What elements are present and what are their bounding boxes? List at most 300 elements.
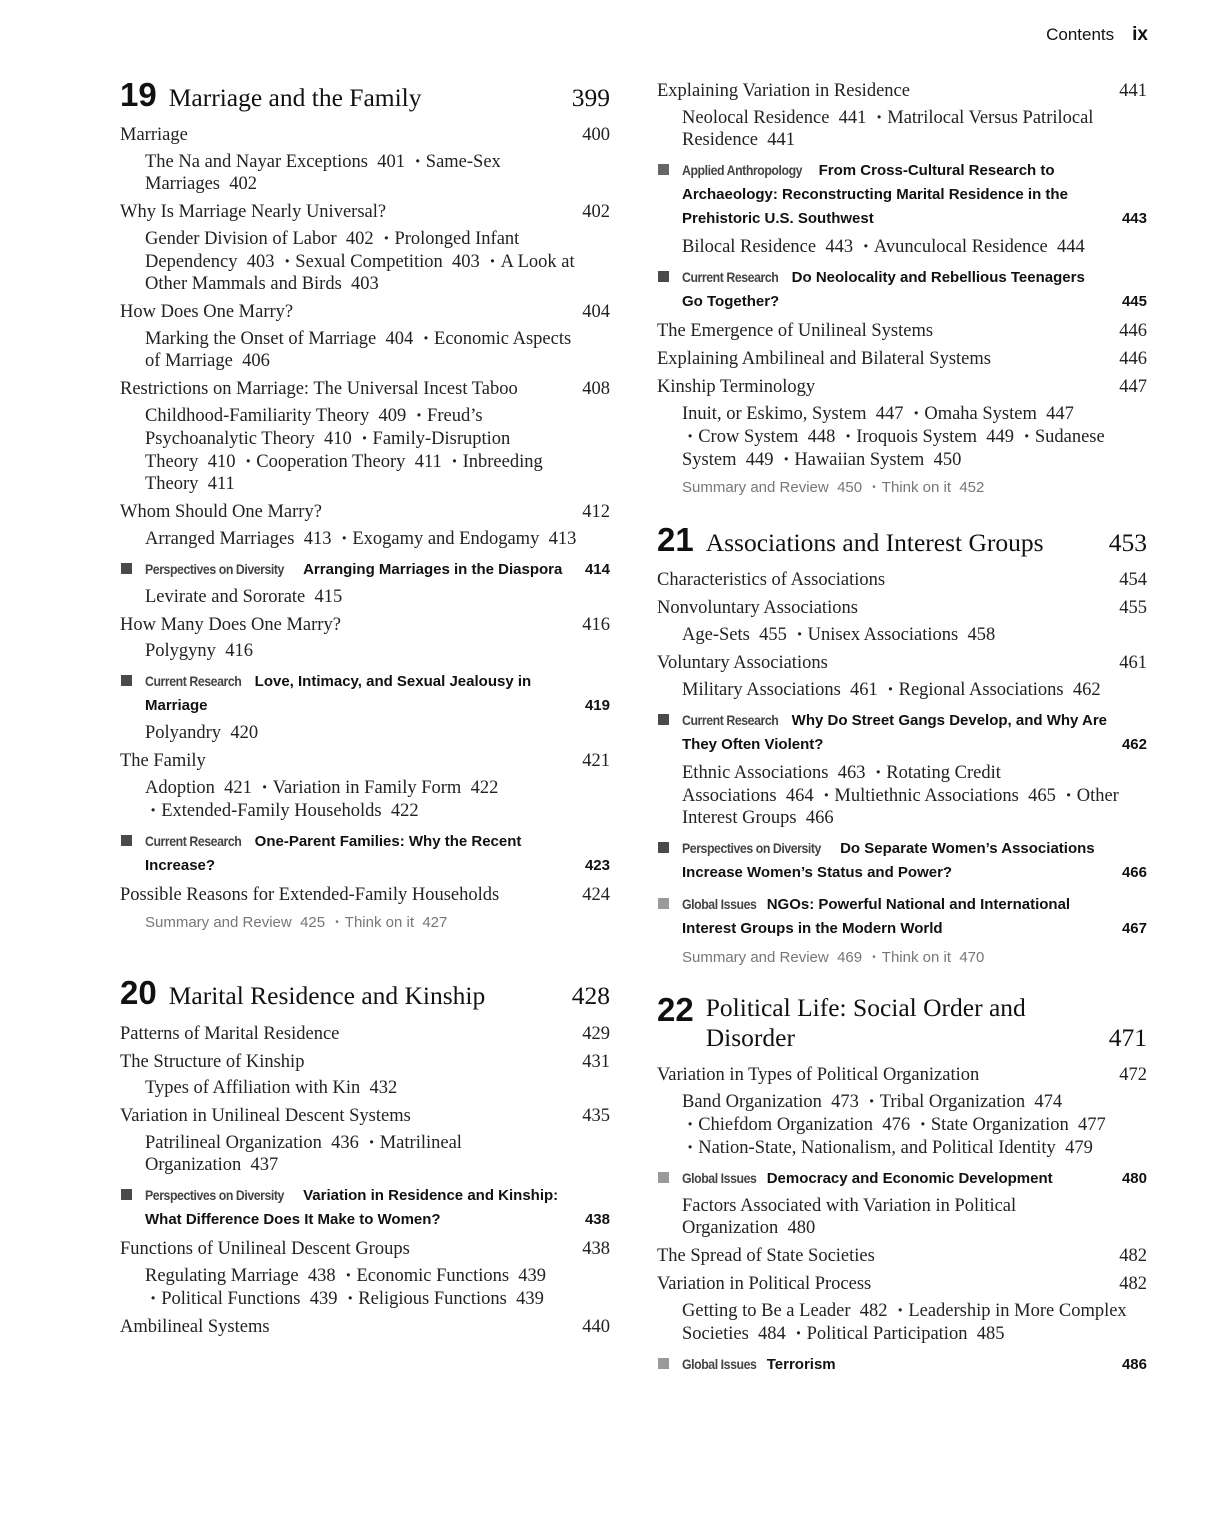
square-bullet-icon [658,1358,669,1369]
subentry-title[interactable]: Sexual Competition [295,252,443,273]
feature-page: 414 [584,561,610,579]
subentry-page: 439 [518,1265,547,1286]
entry-page: 429 [582,1023,610,1044]
bullet-separator: • [863,239,868,253]
toc-subentries [657,623,1127,646]
subentry-title[interactable]: Getting to Be a Leader [682,1300,851,1321]
feature-page: 462 [1121,736,1147,754]
toc-subentries [120,1264,590,1310]
subentry-page: 455 [759,625,787,646]
chapter-heading[interactable] [120,78,610,112]
toc-subentries [657,678,1127,701]
running-head [1046,24,1148,46]
chapter-items [120,124,610,934]
subentry-title[interactable]: Factors Associated with Variation in Political Organization [682,1195,1017,1238]
square-bullet-icon [658,714,669,725]
subentry-page: 482 [859,1300,888,1321]
feature-text [145,829,570,878]
toc-subentries [657,106,1127,151]
subentry-page: 410 [323,429,352,450]
subentry-title[interactable]: Matrilineal Organization [145,1132,462,1175]
bullet-separator: • [877,110,882,124]
square-bullet-icon [658,1172,669,1183]
entry-title: The Family [120,751,206,772]
feature-box-entry[interactable] [120,1183,610,1232]
entry-title: Variation in Unilineal Descent Systems [120,1105,411,1126]
entry-page: 402 [582,202,610,223]
toc-entry[interactable] [120,201,610,223]
feature-page: 480 [1121,1169,1147,1187]
entry-page: 424 [582,885,610,906]
feature-page: 486 [1121,1355,1147,1373]
feature-box-entry[interactable] [657,836,1147,885]
toc-subentries [120,227,590,295]
feature-page: 467 [1121,920,1147,938]
entry-page: 482 [1119,1245,1147,1266]
feature-label: Current Research [145,833,242,850]
subentry-title[interactable]: Avunculocal Residence [873,237,1048,257]
chapter-items [657,80,1147,499]
subentry-title[interactable]: Military Associations [682,680,841,701]
feature-title: Democracy and Economic Development [766,1169,1053,1187]
toc-entry[interactable] [657,1064,1147,1086]
subentry-page: 485 [976,1323,1005,1344]
toc-subentries [657,402,1127,471]
toc-entry[interactable] [120,378,610,400]
subentry-page: 413 [303,529,332,550]
toc-subentries [120,150,590,195]
feature-label: Current Research [682,269,779,285]
subentry-title[interactable]: Multiethnic Associations [834,786,1019,807]
feature-box-entry[interactable] [657,1352,1147,1377]
subentry-page: 444 [1056,237,1085,257]
toc-entry[interactable] [657,348,1147,370]
subentry-title[interactable]: Chiefdom Organization [698,1114,874,1135]
square-bullet-icon [121,1189,132,1200]
subentry-title[interactable]: Prolonged Infant Dependency [145,229,520,273]
subentry-title[interactable]: Matrilocal Versus Patrilocal Residence [682,108,1094,150]
summary-title[interactable]: Think on it [881,479,951,496]
subentry-page: 402 [345,229,374,250]
summary-page: 452 [959,479,985,496]
bullet-separator: • [490,254,495,269]
subentry-page: 422 [470,778,499,799]
chapter-heading[interactable] [120,976,610,1010]
entry-title: Explaining Ambilineal and Bilateral Systems [657,349,991,369]
subentry-title[interactable]: Economic Functions [356,1265,510,1286]
subentry-page: 443 [825,237,854,257]
chapter-page: 399 [571,83,610,112]
subentry-title[interactable]: Religious Functions [358,1288,507,1309]
feature-label: Global Issues [682,1355,757,1372]
subentry-page: 403 [351,274,379,295]
feature-text [682,158,1107,231]
subentry-title[interactable]: Types of Affiliation with Kin [145,1077,361,1098]
toc-entry[interactable] [120,1105,610,1127]
bullet-separator: • [369,1134,374,1149]
square-bullet-icon [658,271,669,282]
entry-title: Ambilineal Systems [120,1316,270,1337]
feature-box-entry[interactable] [657,158,1147,231]
feature-page: 443 [1121,210,1147,227]
toc-entry[interactable] [120,614,610,636]
subentry-page: 422 [390,801,419,822]
entry-title: The Spread of State Societies [657,1245,875,1266]
subentry-title[interactable]: The Na and Nayar Exceptions [145,152,368,173]
entry-title: The Structure of Kinship [120,1051,305,1072]
entry-page: 400 [582,125,610,146]
left-column [120,78,610,1338]
subentry-title[interactable]: Rotating Credit Associations [682,763,1001,807]
subentry-page: 411 [414,452,442,473]
subentry-page: 449 [745,450,774,470]
entry-title: The Emergence of Unilineal Systems [657,321,934,341]
feature-title: Do Separate Women’s Associations Increase Women’s Status and Power? [682,840,1095,882]
chapter-19 [120,78,610,934]
entry-title: Marriage [120,125,188,146]
entry-title: Restrictions on Marriage: The Universal Incest Taboo [120,379,518,400]
bullet-separator: • [869,1093,874,1108]
subentry-title[interactable]: Extended-Family Households [161,801,382,822]
subentry-page: 410 [207,452,236,473]
subentry-page: 473 [831,1091,859,1112]
bullet-separator: • [262,780,267,795]
bullet-separator: • [342,531,347,546]
subentry-page: 458 [967,625,996,646]
entry-page: 446 [1119,349,1147,369]
subentry-title[interactable]: Exogamy and Endogamy [352,529,540,550]
toc-subentries [657,235,1127,258]
bullet-separator: • [784,452,789,466]
subentry-page: 462 [1072,680,1101,701]
subentry-page: 474 [1034,1091,1063,1112]
subentry-page: 484 [758,1323,786,1344]
subentry-page: 420 [230,723,259,744]
toc-subentries [120,776,590,822]
subentry-title[interactable]: Marking the Onset of Marriage [145,329,377,350]
feature-label: Applied Anthropology [682,162,803,178]
feature-label: Global Issues [682,896,757,913]
subentry-title[interactable]: Same-Sex Marriages [145,152,501,195]
toc-entry[interactable] [120,750,610,772]
subentry-page: 437 [250,1154,279,1175]
summary-page: 450 [837,479,863,496]
subentry-page: 401 [377,152,405,173]
toc-entry[interactable] [657,1273,1147,1295]
entry-page: 455 [1119,598,1147,619]
toc-entry[interactable] [657,597,1147,619]
subentry-title[interactable]: Adoption [145,778,215,799]
bullet-separator: • [824,788,829,803]
entry-page: 421 [582,751,610,772]
chapter-summary-line [120,912,610,934]
chapter-number: 20 [120,974,157,1012]
feature-text [682,836,1107,885]
toc-entry[interactable] [657,376,1147,398]
subentry-title[interactable]: Omaha System [924,404,1037,424]
entry-title: Whom Should One Marry? [120,502,322,523]
subentry-title[interactable]: Cooperation Theory [256,452,406,473]
bullet-separator: • [888,682,893,697]
feature-label: Perspectives on Diversity [682,840,821,857]
subentry-page: 403 [452,252,480,273]
toc-entry[interactable] [657,320,1147,342]
subentry-page: 447 [1046,404,1074,424]
toc-entry[interactable] [657,569,1147,591]
toc-subentries [120,586,590,608]
chapter-summary-line [657,947,1147,969]
entry-page: 447 [1119,377,1147,397]
summary-page: 469 [837,949,863,967]
bullet-separator: • [285,254,290,269]
page-number: ix [1132,24,1148,45]
toc-subentries [120,527,590,550]
subentry-page: 476 [882,1114,911,1135]
bullet-separator: • [872,952,876,964]
entry-title: Variation in Types of Political Organization [657,1064,980,1085]
summary-title[interactable]: Summary and Review [682,949,829,967]
chapter-heading[interactable] [657,993,1147,1052]
toc-subentries [657,1195,1127,1239]
summary-title[interactable]: Summary and Review [682,479,829,496]
subentry-page: 439 [516,1288,544,1309]
entry-page: 404 [582,302,610,323]
toc-entry[interactable] [120,1051,610,1073]
subentry-title[interactable]: Nation-State, Nationalism, and Political Identity [698,1137,1056,1158]
entry-title: Explaining Variation in Residence [657,81,910,101]
feature-title: From Cross-Cultural Research to Archaeology: Reconstructing Marital Residence in the Prehistoric U.S. Southwest [682,162,1068,227]
toc-entry[interactable] [120,1316,610,1338]
subentry-page: 447 [875,404,904,424]
subentry-page: 432 [369,1077,398,1098]
chapter-title: Associations and Interest Groups [705,528,1044,557]
subentry-title[interactable]: Polyandry [145,723,222,744]
feature-label: Current Research [145,673,242,690]
chapter-items [120,1023,610,1338]
feature-page: 419 [584,697,610,715]
bullet-separator: • [415,154,420,169]
bullet-separator: • [920,1116,925,1131]
chapter-summary-line [657,477,1147,499]
feature-title: Why Do Street Gangs Develop, and Why Are They Often Violent? [682,712,1108,754]
feature-box-entry[interactable] [120,669,610,718]
feature-title: Variation in Residence and Kinship: What Difference Does It Make to Women? [145,1186,559,1228]
subentry-title[interactable]: Levirate and Sororate [145,587,306,608]
chapter-21 [657,523,1147,969]
subentry-title[interactable]: Polygyny [145,641,216,662]
subentry-page: 448 [807,427,836,447]
subentry-title[interactable]: Iroquois System [856,427,978,447]
chapter-22 [657,993,1147,1377]
subentry-title[interactable]: Economic Aspects of Marriage [145,329,572,372]
feature-box-entry[interactable] [657,1166,1147,1191]
subentry-title[interactable]: Political Functions [161,1288,301,1309]
subentry-title[interactable]: Unisex Associations [807,625,959,646]
subentry-title[interactable]: Childhood-Familiarity Theory [145,406,370,427]
entry-page: 438 [582,1238,610,1259]
entry-title: Nonvoluntary Associations [657,598,858,619]
chapter-heading[interactable] [657,523,1147,557]
feature-page: 445 [1121,293,1147,310]
subentry-page: 479 [1065,1137,1093,1158]
feature-text [145,669,570,718]
subentry-page: 421 [224,778,252,799]
toc-subentries [657,761,1127,829]
subentry-page: 441 [838,108,867,128]
subentry-title[interactable]: Arranged Marriages [145,529,295,550]
chapter-title: Marriage and the Family [168,83,422,112]
right-column [657,74,1147,1377]
subentry-page: 477 [1078,1114,1106,1135]
bullet-separator: • [1066,788,1071,803]
feature-title: Terrorism [766,1355,836,1373]
subentry-title[interactable]: Age-Sets [682,625,750,646]
toc-entry[interactable] [120,501,610,523]
entry-page: 441 [1119,81,1147,101]
toc-subentries [657,1090,1127,1159]
feature-page: 438 [584,1210,610,1228]
toc-subentries [120,640,590,662]
feature-box-entry[interactable] [657,265,1147,314]
feature-text [682,708,1107,757]
subentry-title[interactable]: Variation in Family Form [272,778,462,799]
bullet-separator: • [452,454,457,469]
subentry-title[interactable]: Neolocal Residence [682,108,830,128]
subentry-title[interactable]: A Look at Other Mammals and Birds [145,252,575,295]
toc-entry[interactable] [120,124,610,146]
subentry-title[interactable]: Hawaiian System [794,450,925,470]
entry-title: How Many Does One Marry? [120,615,341,636]
chapter-20 [120,976,610,1337]
feature-box-entry[interactable] [120,829,610,878]
chapter-20-continued [657,80,1147,499]
subentry-page: 406 [242,351,270,372]
subentry-title[interactable]: Ethnic Associations [682,763,829,784]
chapter-number: 22 [657,991,694,1029]
toc-entry[interactable] [120,301,610,323]
subentry-page: 461 [850,680,878,701]
entry-page: 431 [582,1051,610,1072]
feature-page: 423 [584,857,610,875]
subentry-title[interactable]: Freud’s Psychoanalytic Theory [145,406,483,450]
entry-title: Variation in Political Process [657,1273,872,1294]
subentry-title[interactable]: Other Interest Groups [682,786,1119,829]
bullet-separator: • [348,1290,353,1305]
subentry-title[interactable]: Bilocal Residence [682,237,817,257]
bullet-separator: • [796,1325,801,1340]
subentry-page: 415 [314,587,343,608]
subentry-title[interactable]: Regulating Marriage [145,1265,299,1286]
subentry-page: 438 [307,1265,336,1286]
entry-page: 408 [582,379,610,400]
subentry-title[interactable]: Inbreeding Theory [145,452,543,495]
summary-title[interactable]: Think on it [344,914,414,932]
subentry-title[interactable]: Regional Associations [898,680,1064,701]
running-head-label: Contents [1046,25,1115,44]
chapter-items [657,569,1147,969]
subentry-page: 413 [548,529,577,550]
subentry-title[interactable]: Gender Division of Labor [145,229,337,250]
subentry-title[interactable]: Crow System [698,427,799,447]
entry-title: Possible Reasons for Extended-Family Households [120,885,500,906]
subentry-page: 465 [1028,786,1056,807]
entry-page: 412 [582,502,610,523]
entry-page: 454 [1119,570,1147,591]
subentry-title[interactable]: State Organization [930,1114,1069,1135]
toc-entry[interactable] [120,884,610,906]
summary-title[interactable]: Think on it [881,949,951,967]
subentry-page: 411 [207,474,235,495]
subentry-page: 466 [805,808,834,829]
bullet-separator: • [876,765,881,780]
subentry-page: 463 [837,763,866,784]
feature-title: Arranging Marriages in the Diaspora [303,561,563,579]
bullet-separator: • [914,406,919,420]
subentry-page: 439 [309,1288,338,1309]
toc-subentries [120,1131,590,1176]
toc-subentries [657,1299,1127,1345]
subentry-page: 404 [385,329,414,350]
summary-page: 425 [300,914,326,932]
chapter-page: 471 [1108,1022,1147,1052]
summary-title[interactable]: Summary and Review [145,914,292,932]
toc-entry[interactable] [657,80,1147,102]
bullet-separator: • [384,231,389,246]
chapter-page: 453 [1108,528,1147,557]
subentry-title[interactable]: Patrilineal Organization [145,1132,322,1153]
feature-box-entry[interactable] [657,892,1147,941]
entry-page: 472 [1119,1064,1147,1085]
feature-text [145,1183,570,1232]
subentry-title[interactable]: Political Participation [806,1323,968,1344]
subentry-title[interactable]: Leadership in More Complex Societies [682,1300,1127,1344]
feature-box-entry[interactable] [120,557,610,582]
subentry-title[interactable]: Tribal Organization [879,1091,1026,1112]
toc-entry[interactable] [120,1023,610,1045]
feature-text [682,1166,1053,1191]
feature-title: One-Parent Families: Why the Recent Increase? [145,833,522,875]
chapter-page: 428 [571,981,610,1011]
bullet-separator: • [797,627,802,642]
entry-page: 416 [582,615,610,636]
toc-entry[interactable] [120,1238,610,1260]
bullet-separator: • [335,917,339,929]
toc-entry[interactable] [657,1245,1147,1267]
subentry-page: 441 [767,130,796,150]
chapter-number: 19 [120,76,157,113]
subentry-page: 402 [229,174,257,195]
chapter-title: Marital Residence and Kinship [168,981,486,1011]
entry-page: 440 [582,1316,610,1337]
bullet-separator: • [846,429,851,443]
toc-subentries [120,327,590,372]
feature-title: NGOs: Powerful National and International Interest Groups in the Modern World [682,896,1071,938]
feature-label: Perspectives on Diversity [145,1186,284,1203]
subentry-title[interactable]: Sudanese System [682,427,1105,470]
subentry-page: 449 [986,427,1015,447]
subentry-page: 480 [787,1217,816,1238]
bullet-separator: • [1024,429,1029,443]
subentry-page: 409 [378,406,407,427]
subentry-title[interactable]: Band Organization [682,1091,822,1112]
feature-box-entry[interactable] [657,708,1147,757]
bullet-separator: • [898,1302,903,1317]
bullet-separator: • [872,482,876,493]
toc-entry[interactable] [657,652,1147,674]
subentry-title[interactable]: Inuit, or Eskimo, System [682,404,867,424]
subentry-title[interactable]: Family-Disruption Theory [145,429,511,473]
entry-page: 446 [1119,321,1147,341]
